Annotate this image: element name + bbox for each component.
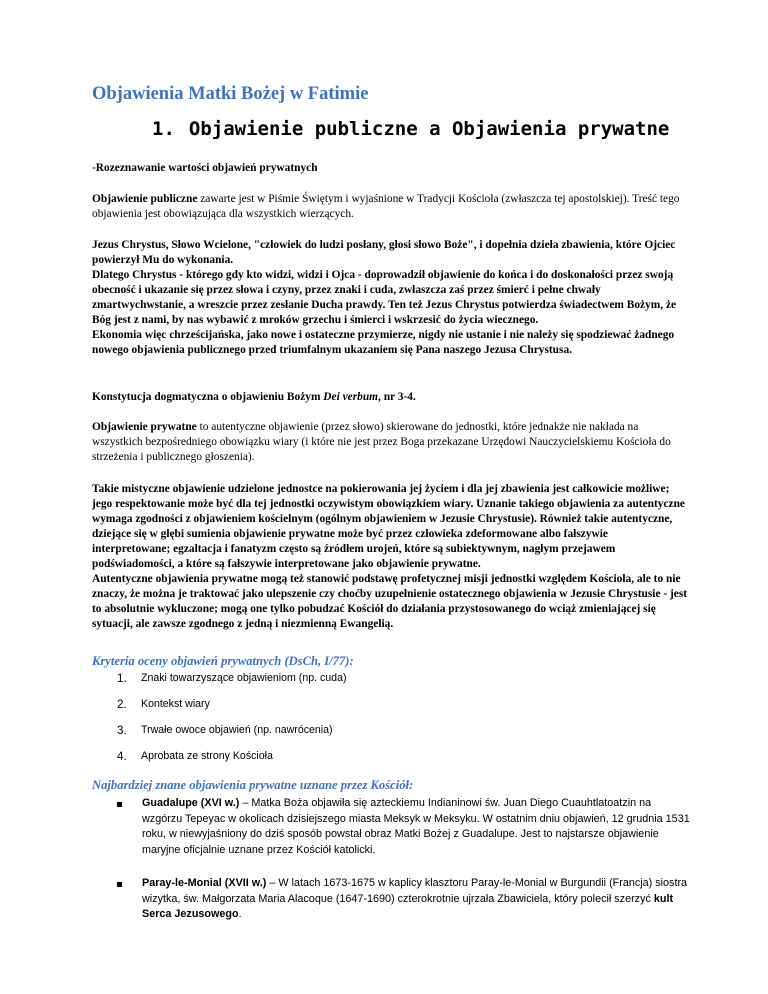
section-heading-text: Objawienie publiczne a Objawienia prywatne [188,118,670,140]
criteria-heading: Kryteria oceny objawień prywatnych (DsCh, I/77): [92,654,354,668]
criteria-list [117,672,347,776]
bullet-icon [117,802,122,807]
item-text: Trwałe owoce objawień (np. nawrócenia) [141,724,333,736]
list-item [117,698,347,724]
item-number: 4. [117,750,127,763]
item-end: . [238,908,242,920]
item-title: Paray-le-Monial (XVII w.) [142,877,267,889]
item-number: 3. [117,724,127,737]
list-item [117,876,697,923]
list-item [117,672,347,698]
paragraph-private-revelation [92,420,688,465]
citation [92,390,688,405]
list-item [117,750,347,776]
christ-line-2: Dlatego Chrystus - którego gdy kto widzi, widzi i Ojca - doprowadził objawienie do końca i do doskonałości przez swoją obecność i ukazanie się przez słowa i czyny, przez znaki i cuda, zwłaszcza zaś przez śmierć i pełne chwały zmartwychwstanie, a wreszcie przez zesłanie Ducha prawdy. Ten też Jezus Chrystus potwierdza świadectwem Bożym, że Bóg jest z nami, by nas wybawić z mroków grzechu i śmierci i wskrzesić do życia wiecznego. [92,269,677,326]
subheading: -Rozeznawanie wartości objawień prywatnych [92,162,318,174]
item-text: Aprobata ze strony Kościoła [141,750,273,762]
item-text: Kontekst wiary [141,698,210,710]
citation-after: , nr 3-4. [378,391,416,403]
paragraph-christ [92,238,688,358]
term-public-revelation: Objawienie publiczne [92,193,198,205]
paragraph-public-revelation [92,192,688,222]
list-item [117,796,697,858]
mystical-text-1: Takie mistyczne objawienie udzielone jednostce na pokierowania jej życiem i dla jej zbawienia jest całkowicie możliwe; jego respektowanie może być dla tej jednostki oczywistym obowiązkiem wiary. Uznanie takiego objawienia za autentyczne wymaga zgodności z objawieniem kościelnym (ogólnym objawieniem w Jezusie Chrystusie). Również takie autentyczne, dziejące się w głębi sumienia objawienie prywatne może być przez człowieka zdeformowane albo fałszywie interpretowane; egzaltacja i fanatyzm często są źródłem urojeń, które są subiektywnym, nagłym przejawem podświadomości, a które są fałszywie interpretowane jako objawienie prywatne. [92,483,685,570]
christ-line-1: Jezus Chrystus, Słowo Wcielone, "człowiek do ludzi posłany, głosi słowo Boże", i dopełnia dzieła zbawienia, które Ojciec powierzył Mu do wykonania. [92,239,676,266]
section-heading [152,118,669,140]
item-text: – W latach 1673-1675 w kaplicy klasztoru Paray-le-Monial w Burgundii (Francja) siostra wizytka, św. Małgorzata Maria Alacoque (1647-1690) czterokrotnie ujrzała Zbawiciela, który polecił szerzyć [142,877,688,905]
citation-before: Konstytucja dogmatyczna o objawieniu Bożym [92,391,324,403]
public-revelation-text: zawarte jest w Piśmie Świętym i wyjaśnione w Tradycji Kościoła (zwłaszcza tej apostolskiej). Treść tego objawienia jest obowiązująca dla wszystkich wierzących. [92,193,680,220]
mystical-text-2: Autentyczne objawienia prywatne mogą też stanowić podstawę profetycznej misji jednostki względem Kościoła, ale to nie znaczy, że można je traktować jako ulepszenie czy choćby uzupełnienie ostatecznego objawienia w Jezusie Chrystusie - jest to absolutnie wykluczone; mogą one tylko pobudzać Kościół do działania przystosowanego do wciąż zmieniającej się sytuacji, ale zawsze zgodnego z jedną i niezmienną Ewangelią. [92,573,688,630]
section-number: 1. [152,118,175,140]
known-revelations-list [117,796,697,941]
known-revelations-heading: Najbardziej znane objawienia prywatne uznane przez Kościół: [92,778,414,792]
bullet-icon [117,882,122,887]
term-private-revelation: Objawienie prywatne [92,421,197,433]
item-title: Guadalupe (XVI w.) [142,797,240,809]
christ-line-3: Ekonomia więc chrześcijańska, jako nowe i ostateczne przymierze, nigdy nie ustanie i nie należy się spodziewać żadnego nowego objawienia publicznego przed triumfalnym ukazaniem się Pana naszego Jezusa Chrystusa. [92,329,675,356]
citation-title: Dei verbum [323,391,379,403]
item-number: 1. [117,672,127,685]
paragraph-mystical [92,482,688,632]
document-title: Objawienia Matki Bożej w Fatimie [92,84,369,104]
list-item [117,724,347,750]
item-text: – Matka Boża objawiła się azteckiemu Indianinowi św. Juan Diego Cuauhtlatoatzin na wzgórzu Tepeyac w okolicach dzisiejszego miasta Meksyk w Meksyku. W ostatnim dniu objawień, 12 grudnia 1531 roku, w niewyjaśniony do dziś sposób powstał obraz Matki Bożej z Guadalupe. Jest to najstarsze objawienie maryjne oficjalnie uznane przez Kościół katolicki. [142,797,690,856]
private-revelation-text: to autentyczne objawienie (przez słowo) skierowane do jednostki, które jednakże nie nakłada na wszystkich bezpośredniego obowiązku wiary (i które nie jest przez Boga przekazane Urzędowi Nauczycielskiemu Kościoła do strzeżenia i publicznego głoszenia). [92,421,671,463]
item-number: 2. [117,698,127,711]
item-text: Znaki towarzyszące objawieniom (np. cuda) [141,672,347,684]
item-emphasis: kult Serca Jezusowego [142,892,674,920]
